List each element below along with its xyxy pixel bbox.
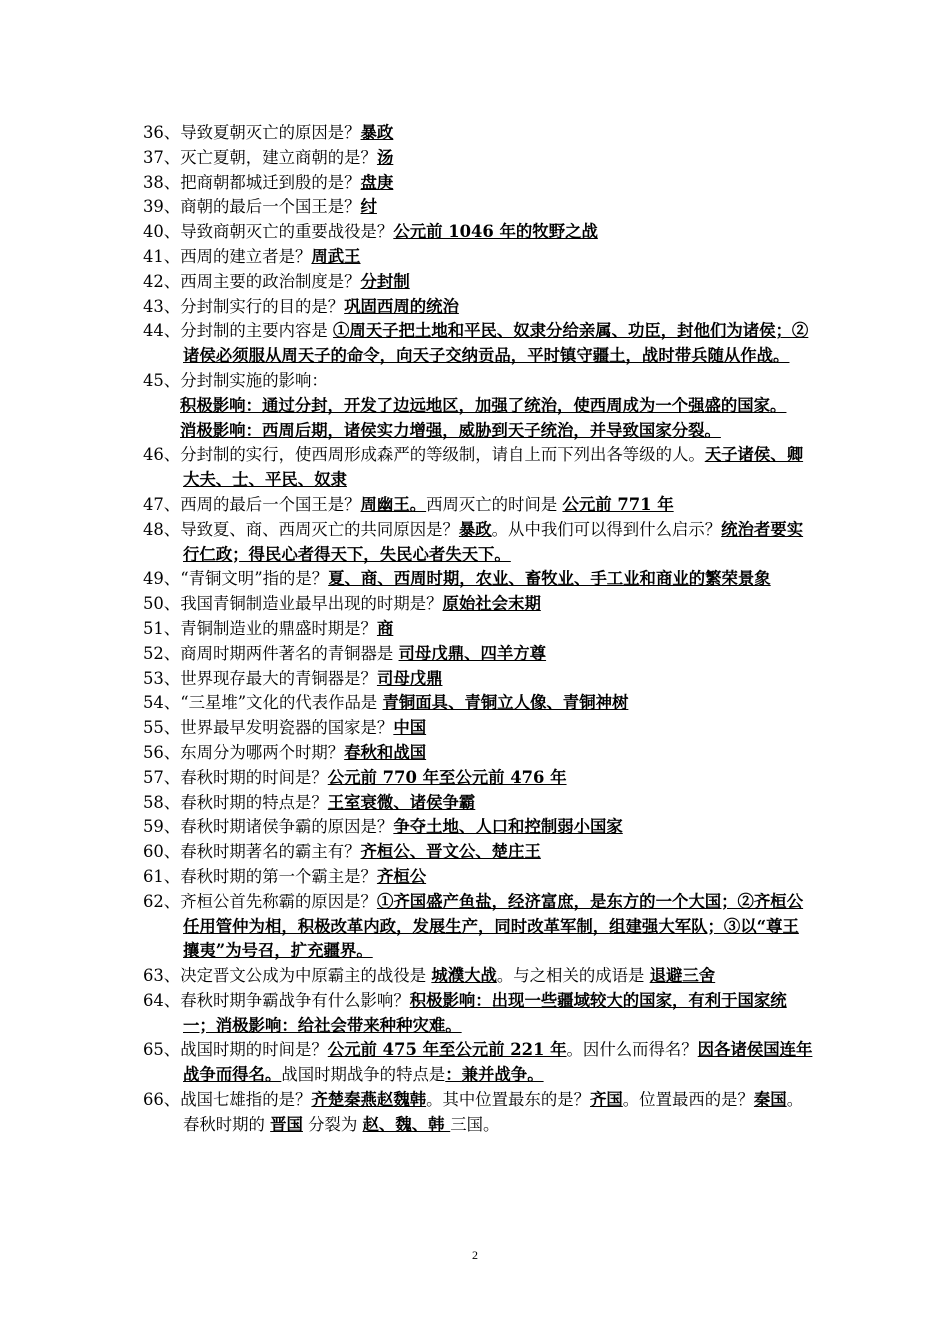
question-text: 、西周主要的政治制度是？ <box>163 271 361 291</box>
question-number: 43 <box>143 296 164 316</box>
question-number: 50 <box>143 594 164 614</box>
question-number: 45 <box>143 370 164 390</box>
question-text: 。与之相关的成语是 <box>496 966 650 986</box>
question-text: 、我国青铜制造业最早出现的时期是？ <box>163 594 443 614</box>
question-text: 、齐桓公首先称霸的原因是？ <box>163 891 377 911</box>
question-text: 、西周的最后一个国王是？ <box>163 494 361 514</box>
question-item <box>143 443 813 493</box>
question-item <box>143 369 813 394</box>
answer-text: 司母戊鼎、四羊方尊 <box>398 643 547 663</box>
question-text: 。因什么而得名？ <box>566 1040 698 1060</box>
question-number: 37 <box>143 147 164 167</box>
answer-text: 周武王 <box>311 246 361 266</box>
question-text: 。从中我们可以得到什么启示？ <box>491 519 722 539</box>
question-text: 、春秋时期著名的霸主有？ <box>163 842 361 862</box>
question-text: 、“青铜文明”指的是？ <box>163 569 329 589</box>
question-text: 战国时期战争的特点是 <box>281 1065 446 1085</box>
answer-text: 周幽王。 <box>360 494 427 514</box>
question-number: 51 <box>143 618 164 638</box>
answer-text: 青铜面具、青铜立人像、青铜神树 <box>382 693 629 713</box>
answer-text: 积极影响：出现一些疆域较大的国家，有利于国家统一；消极影响：给社会带来种种灾难。 <box>183 990 787 1035</box>
question-number: 48 <box>143 519 164 539</box>
page-number: 2 <box>472 1248 478 1262</box>
question-text: 、战国七雄指的是？ <box>163 1090 312 1110</box>
question-text: 、把商朝都城迁到殷的是？ <box>163 172 361 192</box>
question-text: 。春秋时期的 <box>183 1090 804 1134</box>
question-item <box>143 865 813 890</box>
answer-text: 天子诸侯、卿大夫、士、平民、奴隶 <box>183 445 804 490</box>
question-number: 60 <box>143 842 164 862</box>
question-text: 三国。 <box>450 1114 500 1134</box>
question-item <box>143 890 813 964</box>
question-number: 64 <box>143 990 164 1010</box>
answer-text: 暴政 <box>360 123 394 142</box>
question-text: 、灭亡夏朝，建立商朝的是？ <box>163 147 377 167</box>
question-item <box>143 667 813 692</box>
question-item <box>143 741 813 766</box>
question-text: 、西周的建立者是？ <box>163 246 312 266</box>
question-item <box>143 716 813 741</box>
question-text: 、世界现存最大的青铜器是？ <box>163 668 377 688</box>
question-number: 54 <box>143 693 164 713</box>
answer-subitem <box>143 394 813 419</box>
question-number: 38 <box>143 172 164 192</box>
question-list <box>143 121 813 1138</box>
answer-text: 齐楚秦燕赵魏韩 <box>311 1090 427 1110</box>
question-item <box>143 617 813 642</box>
answer-text: ：兼并战争。 <box>445 1065 544 1085</box>
answer-text: 公元前 771 年 <box>562 494 674 514</box>
question-item <box>143 295 813 320</box>
question-item <box>143 1038 813 1088</box>
question-item <box>143 642 813 667</box>
question-text: 。位置最西的是？ <box>622 1090 754 1110</box>
question-item <box>143 245 813 270</box>
question-number: 62 <box>143 891 164 911</box>
answer-text: 积极影响：通过分封，开发了边远地区，加强了统治，使西周成为一个强盛的国家。 <box>180 395 787 415</box>
answer-text: 争夺土地、人口和控制弱小国家 <box>393 817 623 837</box>
question-item <box>143 989 813 1039</box>
question-number: 57 <box>143 767 164 787</box>
question-item <box>143 691 813 716</box>
question-text: 、世界最早发明瓷器的国家是？ <box>163 718 394 738</box>
question-item <box>143 567 813 592</box>
question-text: 分裂为 <box>302 1114 363 1134</box>
question-number: 52 <box>143 643 164 663</box>
answer-text: 汤 <box>376 147 394 167</box>
answer-text: ①齐国盛产鱼盐，经济富庶，是东方的一个大国；②齐桓公任用管仲为相，积极改革内政，发展生产，同时改革军制，组建强大军队；③以“尊王攘夷”为号召，扩充疆界。 <box>183 891 804 961</box>
question-number: 65 <box>143 1040 164 1060</box>
question-text: 、决定晋文公成为中原霸主的战役是 <box>163 966 432 986</box>
answer-text: 暴政 <box>458 519 492 539</box>
question-item <box>143 964 813 989</box>
answer-text: 盘庚 <box>360 172 394 192</box>
question-number: 66 <box>143 1090 164 1110</box>
question-text: 、春秋时期的第一个霸主是？ <box>163 866 377 886</box>
question-number: 42 <box>143 271 164 291</box>
answer-text: 公元前 1046 年的牧野之战 <box>393 222 598 242</box>
question-number: 58 <box>143 792 164 812</box>
answer-text: 夏、商、西周时期，农业、畜牧业、手工业和商业的繁荣景象 <box>328 569 771 589</box>
answer-text: 齐桓公、晋文公、楚庄王 <box>360 842 541 862</box>
answer-text: 秦国 <box>753 1090 787 1110</box>
question-item <box>143 171 813 196</box>
question-number: 44 <box>143 321 164 341</box>
question-number: 61 <box>143 866 164 886</box>
answer-text: 巩固西周的统治 <box>344 296 459 316</box>
question-text: 、“三星堆”文化的代表作品是 <box>163 693 383 713</box>
answer-text: 纣 <box>360 197 377 217</box>
question-item <box>143 121 813 146</box>
answer-text: 晋国 <box>270 1114 303 1134</box>
question-item <box>143 518 813 568</box>
question-number: 40 <box>143 222 164 242</box>
answer-text: 公元前 770 年至公元前 476 年 <box>327 767 567 787</box>
answer-text: 王室衰微、诸侯争霸 <box>327 792 476 812</box>
answer-text: 公元前 475 年至公元前 221 年 <box>327 1040 567 1060</box>
question-item <box>143 146 813 171</box>
question-number: 47 <box>143 494 164 514</box>
question-item <box>143 840 813 865</box>
answer-text: 退避三舍 <box>649 966 716 986</box>
question-item <box>143 195 813 220</box>
question-number: 36 <box>143 123 164 142</box>
answer-text: 齐桓公 <box>376 866 427 886</box>
answer-text: 消极影响：西周后期，诸侯实力增强，威胁到天子统治，并导致国家分裂。 <box>180 420 721 440</box>
question-text: 、青铜制造业的鼎盛时期是？ <box>163 618 377 638</box>
answer-text: ①周天子把土地和平民、奴隶分给亲属、功臣，封他们为诸侯；②诸侯必须服从周天子的命令，向天子交纳贡品，平时镇守疆土，战时带兵随从作战。 <box>183 321 809 366</box>
question-text: 、战国时期的时间是？ <box>163 1040 328 1060</box>
question-text: 、春秋时期争霸战争有什么影响？ <box>163 990 410 1010</box>
question-text: 、分封制实行的目的是？ <box>163 296 345 316</box>
question-item <box>143 791 813 816</box>
question-text: 、春秋时期的时间是？ <box>163 767 328 787</box>
question-item <box>143 592 813 617</box>
question-number: 55 <box>143 718 164 738</box>
question-item <box>143 815 813 840</box>
question-text: 、分封制的主要内容是 <box>163 321 333 341</box>
question-text: 、商朝的最后一个国王是？ <box>163 197 361 217</box>
answer-text: 分封制 <box>360 271 410 291</box>
answer-text: 齐国 <box>590 1090 623 1110</box>
question-text: 西周灭亡的时间是 <box>426 494 563 514</box>
answer-text: 司母戊鼎 <box>376 668 443 688</box>
question-number: 39 <box>143 197 164 217</box>
question-text: 、春秋时期诸侯争霸的原因是？ <box>163 817 394 837</box>
question-item <box>143 319 813 369</box>
question-item <box>143 766 813 791</box>
question-item <box>143 1088 813 1138</box>
question-number: 59 <box>143 817 164 837</box>
question-text: 、导致夏、商、西周灭亡的共同原因是？ <box>163 519 459 539</box>
question-text: 、春秋时期的特点是？ <box>163 792 328 812</box>
question-number: 46 <box>143 445 164 465</box>
answer-text: 城濮大战 <box>431 966 497 986</box>
question-text: 、分封制实施的影响： <box>163 370 328 390</box>
question-item <box>143 493 813 518</box>
answer-subitem <box>143 419 813 444</box>
answer-text: 因各诸侯国连年战争而得名。 <box>183 1040 813 1085</box>
answer-text: 春秋和战国 <box>344 742 427 762</box>
question-number: 53 <box>143 668 164 688</box>
question-text: 、商周时期两件著名的青铜器是 <box>163 643 399 663</box>
question-item <box>143 220 813 245</box>
question-number: 49 <box>143 569 164 589</box>
question-number: 41 <box>143 246 164 266</box>
answer-text: 中国 <box>393 718 427 738</box>
question-text: 、东周分为哪两个时期？ <box>163 742 345 762</box>
question-text: 、分封制的实行，使西周形成森严的等级制，请自上而下列出各等级的人。 <box>163 445 705 465</box>
answer-text: 原始社会末期 <box>442 594 541 614</box>
question-number: 63 <box>143 966 164 986</box>
answer-text: 商 <box>376 618 394 638</box>
question-text: 。其中位置最东的是？ <box>426 1090 591 1110</box>
question-text: 、导致夏朝灭亡的原因是？ <box>163 123 361 142</box>
question-number: 56 <box>143 742 164 762</box>
question-item <box>143 270 813 295</box>
answer-text: 统治者要实行仁政；得民心者得天下，失民心者失天下。 <box>183 519 804 564</box>
answer-text: 赵、魏、韩 <box>362 1114 451 1134</box>
question-text: 、导致商朝灭亡的重要战役是？ <box>163 222 394 242</box>
